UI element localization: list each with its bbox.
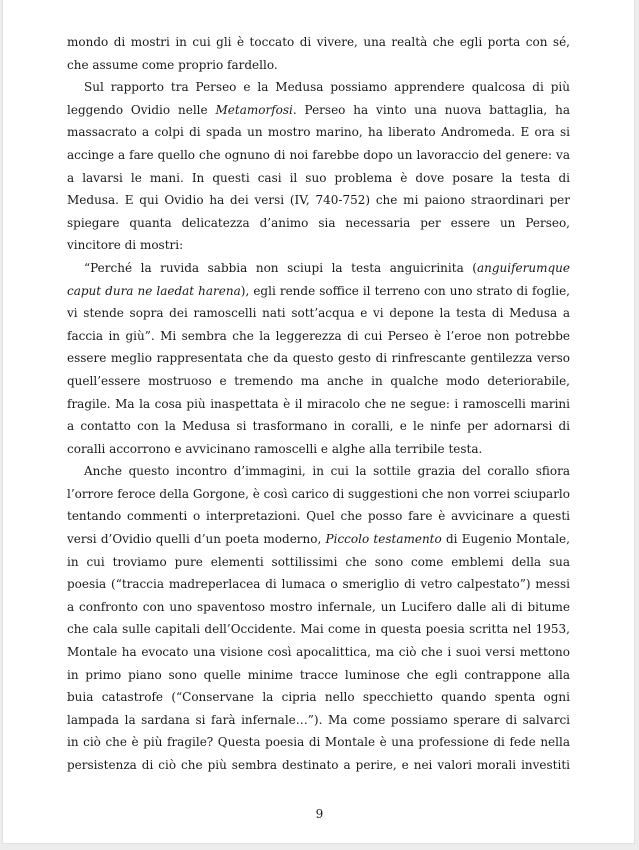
text-run: a lavarsi le mani. In questi casi il suo problema è dove posare la testa di (67, 170, 570, 185)
text-run: vi stende sopra dei ramoscelli nati sott’acqua e vi depone la testa di Medusa a (67, 306, 570, 321)
text-run: . Perseo ha vinto una nuova battaglia, ha (292, 102, 570, 117)
text-run: versi d’Ovidio quelli d’un poeta moderno, (67, 532, 326, 547)
text-line (67, 754, 570, 777)
text-line (67, 144, 570, 167)
text-line (67, 641, 570, 664)
text-run: in ciò che è più fragile? Questa poesia di Montale è una professione di fede nella (67, 735, 570, 750)
text-run: coralli accorrono e avvicinano ramoscelli e alghe alla terribile testa. (67, 441, 483, 456)
text-run: accinge a fare quello che ognuno di noi farebbe dopo un lavoraccio del genere: va (67, 147, 570, 162)
text-run: tentando commenti o interpretazioni. Quel che posso fare è avvicinare a questi (67, 509, 570, 524)
text-run: “Perché la ruvida sabbia non sciupi la testa anguicrinita ( (84, 260, 477, 275)
text-line (67, 167, 570, 190)
text-line (67, 709, 570, 732)
text-line (67, 54, 570, 77)
text-line (67, 31, 570, 54)
text-run: di Eugenio Montale, (441, 532, 570, 547)
text-run: Montale ha evocato una visione così apocalittica, ma ciò che i suoi versi mettono (67, 645, 570, 660)
italic-text-run: Piccolo testamento (325, 532, 442, 547)
text-run: Medusa. E qui Ovidio ha dei versi (IV, 740-752) che mi paiono straordinari per (67, 193, 570, 208)
page-number: 9 (315, 807, 324, 821)
text-run: in primo piano sono quelle minime tracce luminose che egli contrappone alla (67, 667, 570, 682)
text-run: buia catastrofe (“Conservane la cipria nello specchietto quando spenta ogni (67, 690, 570, 705)
text-run: vincitore di mostri: (67, 238, 184, 253)
text-line (67, 234, 570, 257)
text-line (67, 664, 570, 687)
text-line (67, 731, 570, 754)
text-line (67, 483, 570, 506)
text-run: a contatto con la Medusa si trasformano in coralli, e le ninfe per adornarsi di (67, 419, 570, 434)
text-run: Anche questo incontro d’immagini, in cui la sottile grazia del corallo sfiora (84, 464, 570, 479)
text-line (67, 573, 570, 596)
text-line (67, 370, 570, 393)
text-run: in cui troviamo pure elementi sottilissimi che sono come emblemi della sua (67, 554, 570, 569)
text-line (67, 121, 570, 144)
text-run: leggendo Ovidio nelle (67, 102, 216, 117)
italic-text-run: anguiferumque (476, 260, 570, 275)
text-run: l’orrore feroce della Gorgone, è così carico di suggestioni che non vorrei sciuparlo (67, 486, 570, 501)
text-line (67, 302, 570, 325)
text-run: che assume come proprio fardello. (67, 57, 278, 72)
text-run: quell’essere mostruoso e tremendo ma anche in qualche modo deteriorabile, (67, 373, 570, 388)
text-run: che cala sulle capitali dell’Occidente. Mai come in questa poesia scritta nel 1953, (67, 622, 570, 637)
text-run: lampada la sardana si farà infernale…”). Ma come possiamo sperare di salvarci (67, 712, 570, 727)
text-line (67, 551, 570, 574)
text-line (67, 99, 570, 122)
text-run: a confronto con uno spaventoso mostro infernale, un Lucifero dalle ali di bitume (67, 599, 570, 614)
text-run: fragile. Ma la cosa più inaspettata è il miracolo che ne segue: i ramoscelli marini (67, 396, 570, 411)
text-run: poesia (“traccia madreperlacea di lumaca o smeriglio di vetro calpestato”) messi (67, 577, 570, 592)
text-line (67, 505, 570, 528)
text-line (67, 460, 570, 483)
text-line (67, 347, 570, 370)
text-run: massacrato a colpi di spada un mostro marino, ha liberato Andromeda. E ora si (67, 125, 570, 140)
text-run: spiegare quanta delicatezza d’animo sia necessaria per essere un Perseo, (67, 215, 570, 230)
text-line (67, 686, 570, 709)
text-run: mondo di mostri in cui gli è toccato di vivere, una realtà che egli porta con sé, (67, 35, 570, 49)
text-line (67, 438, 570, 461)
text-line (67, 528, 570, 551)
italic-text-run: caput dura ne laedat harena (67, 283, 241, 298)
page-text (67, 31, 570, 777)
text-line (67, 596, 570, 619)
text-line (67, 212, 570, 235)
text-line (67, 280, 570, 303)
text-run: faccia in giù”. Mi sembra che la leggerezza di cui Perseo è l’eroe non potrebbe (67, 328, 570, 343)
text-line (67, 393, 570, 416)
text-run: Sul rapporto tra Perseo e la Medusa possiamo apprendere qualcosa di più (84, 80, 570, 95)
text-line (67, 76, 570, 99)
text-line (67, 325, 570, 348)
text-run: ), egli rende soffice il terreno con uno strato di foglie, (240, 283, 570, 298)
text-line (67, 618, 570, 641)
text-line (67, 415, 570, 438)
italic-text-run: Metamorfosi (215, 102, 293, 117)
text-run: persistenza di ciò che più sembra destinato a perire, e nei valori morali investiti (67, 758, 570, 772)
text-line (67, 257, 570, 280)
text-run: essere meglio rappresentata che da questo gesto di rinfrescante gentilezza verso (67, 351, 570, 366)
text-line (67, 189, 570, 212)
